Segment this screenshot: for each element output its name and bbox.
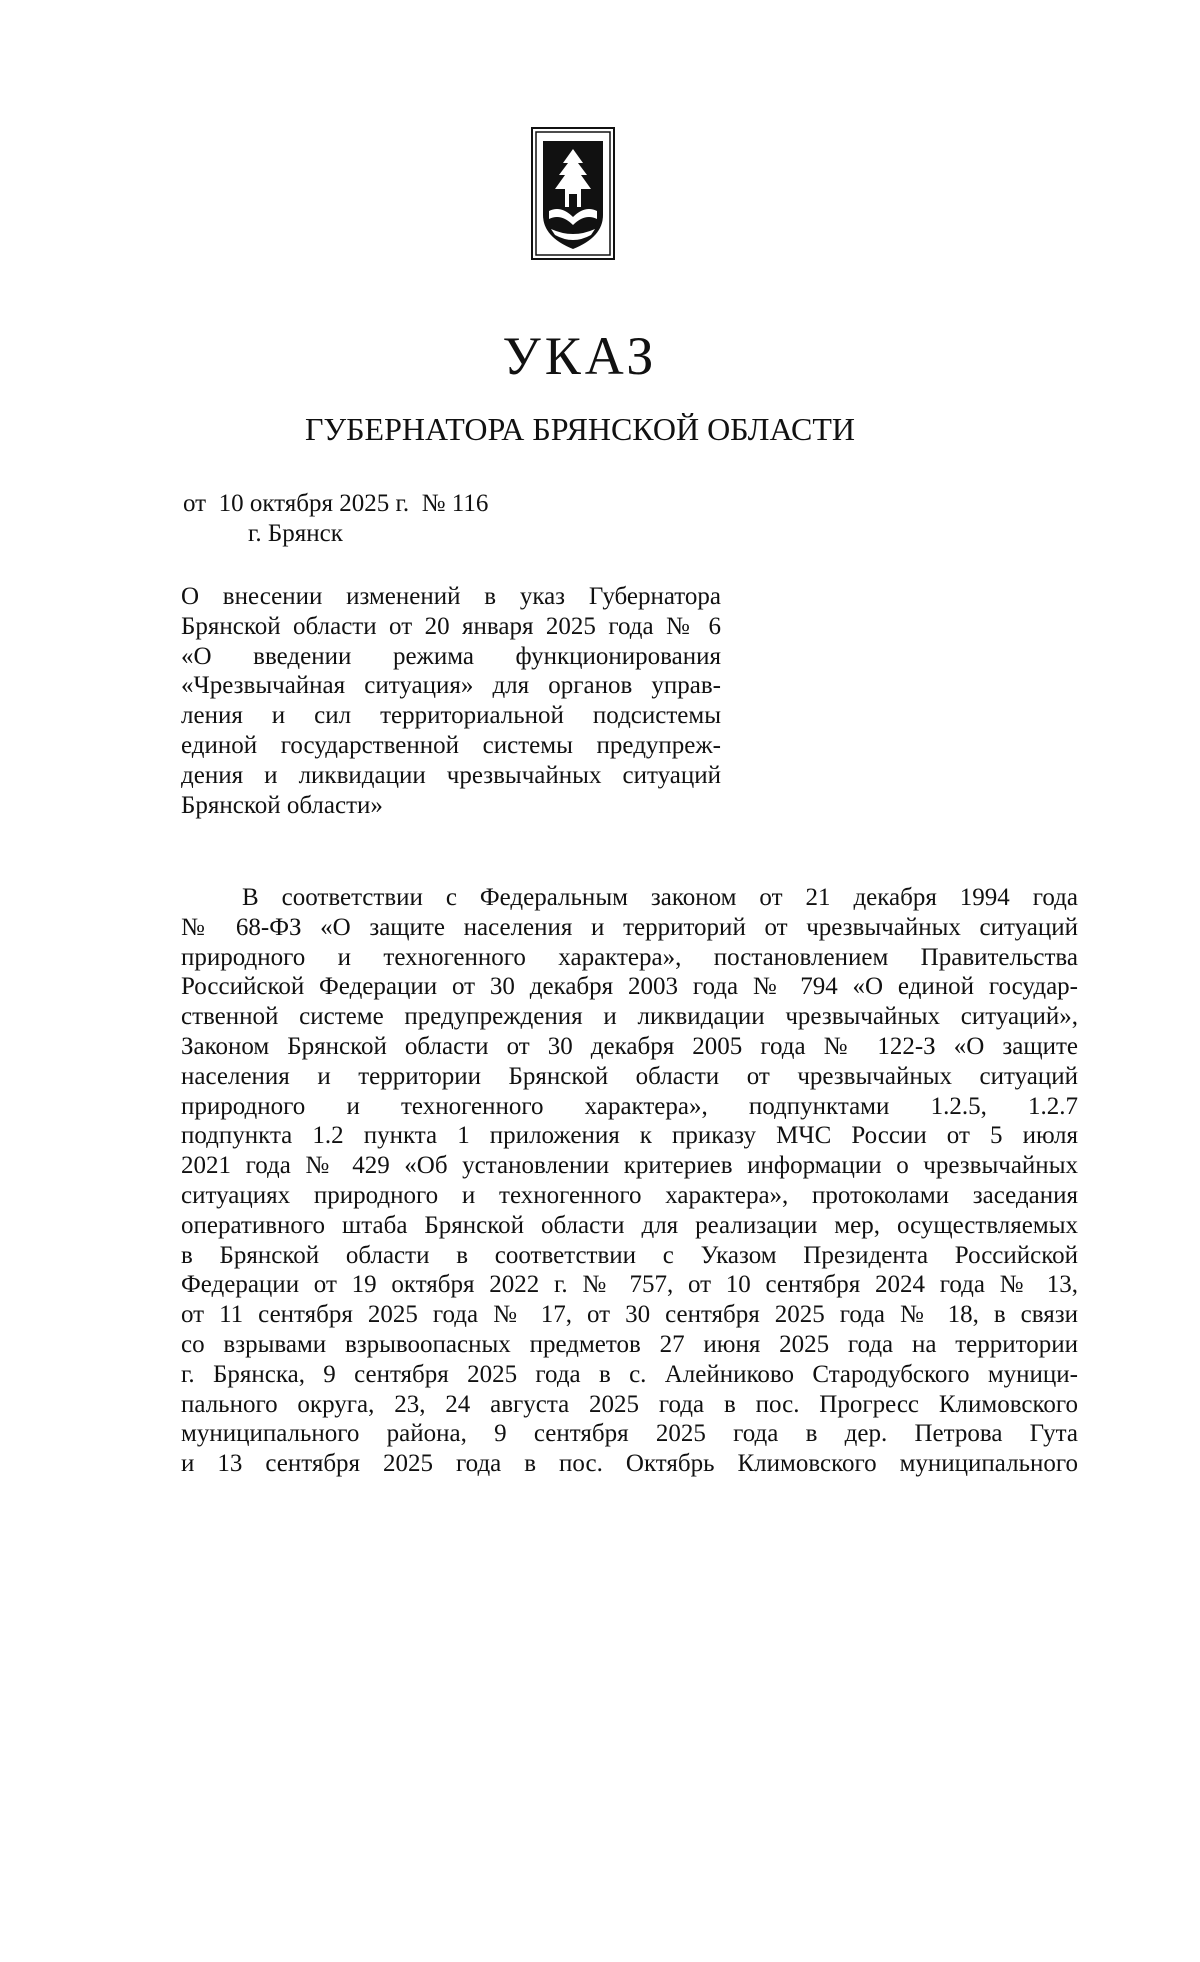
body-line: от 11 сентября 2025 года № 17, от 30 сентября 2025 года № 18, в связи bbox=[181, 1301, 1078, 1329]
body-line: 2021 года № 429 «Об установлении критериев информации о чрезвычайных bbox=[181, 1152, 1078, 1180]
body-line: Российской Федерации от 30 декабря 2003 года № 794 «О единой государ- bbox=[181, 973, 1078, 1001]
subject-line: дения и ликвидации чрезвычайных ситуаций bbox=[181, 761, 721, 789]
body-line: со взрывами взрывоопасных предметов 27 июня 2025 года на территории bbox=[181, 1330, 1078, 1358]
body-line: оперативного штаба Брянской области для реализации мер, осуществляемых bbox=[181, 1211, 1078, 1239]
body-line: Законом Брянской области от 30 декабря 2005 года № 122-З «О защите bbox=[181, 1032, 1078, 1060]
subject-line: ления и сил территориальной подсистемы bbox=[181, 702, 721, 730]
subject-line: Брянской области от 20 января 2025 года № 6 bbox=[181, 612, 721, 640]
document-body bbox=[181, 883, 1078, 1479]
body-line: подпункта 1.2 пункта 1 приложения к приказу МЧС России от 5 июля bbox=[181, 1122, 1078, 1150]
document-city: г. Брянск bbox=[248, 520, 343, 547]
subject-line: О внесении изменений в указ Губернатора bbox=[181, 583, 721, 610]
body-line: г. Брянска, 9 сентября 2025 года в с. Алейниково Стародубского муници- bbox=[181, 1360, 1078, 1388]
body-line: № 68-ФЗ «О защите населения и территорий от чрезвычайных ситуаций bbox=[181, 913, 1078, 941]
coat-of-arms-icon bbox=[531, 127, 615, 260]
body-line: природного и техногенного характера», подпунктами 1.2.5, 1.2.7 bbox=[181, 1092, 1078, 1120]
body-line: муниципального района, 9 сентября 2025 года в дер. Петрова Гута bbox=[181, 1420, 1078, 1448]
document-subtitle: ГУБЕРНАТОРА БРЯНСКОЙ ОБЛАСТИ bbox=[305, 411, 855, 447]
body-line: населения и территории Брянской области от чрезвычайных ситуаций bbox=[181, 1062, 1078, 1090]
subject-line: «О введении режима функционирования bbox=[181, 642, 721, 670]
subject-line: Брянской области» bbox=[181, 791, 383, 819]
body-line: ситуациях природного и техногенного характера», протоколами заседания bbox=[181, 1181, 1078, 1209]
document-date-number: от 10 октября 2025 г. № 116 bbox=[183, 490, 489, 517]
subject-line: «Чрезвычайная ситуация» для органов управ- bbox=[181, 672, 721, 700]
body-line: в Брянской области в соответствии с Указом Президента Российской bbox=[181, 1241, 1078, 1269]
subject-line: единой государственной системы предупреж- bbox=[181, 731, 721, 759]
body-line: природного и техногенного характера», постановлением Правительства bbox=[181, 943, 1078, 971]
body-line: пального округа, 23, 24 августа 2025 года в пос. Прогресс Климовского bbox=[181, 1390, 1078, 1418]
body-line: ственной системе предупреждения и ликвидации чрезвычайных ситуаций», bbox=[181, 1003, 1078, 1031]
body-line: В соответствии с Федеральным законом от 21 декабря 1994 года bbox=[242, 884, 1078, 911]
document-title: УКАЗ bbox=[502, 326, 658, 386]
body-line: Федерации от 19 октября 2022 г. № 757, от 10 сентября 2024 года № 13, bbox=[181, 1271, 1078, 1299]
body-line: и 13 сентября 2025 года в пос. Октябрь Климовского муниципального bbox=[181, 1450, 1078, 1478]
document-subject bbox=[181, 582, 721, 820]
